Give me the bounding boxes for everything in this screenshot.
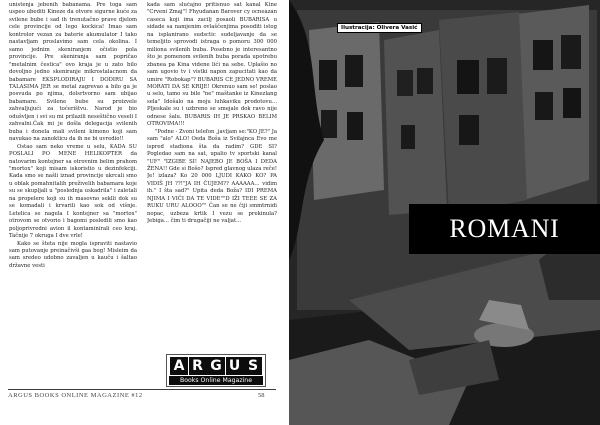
logo-letter: G [207,357,225,375]
article-column-left [9,2,137,378]
argus-logo [166,354,266,387]
article-paragraph: Kako se šteta nije mogla ispraviti nastavio sam putovanje preinačivši gaa bog! Misleim da sam sredeo udobno zavaljen u kauču i šaltao državne vesti [9,240,137,269]
article-paragraph: "Podne - Zvoni telefon ,javljam se:"KO JE?" Ja sam "alo" ALO! Oeda Boša iz Svilajnca Evo me ispred stadiona šta da radim? GDE SI? Pogledao sam na sat, upalio tv sportski kanal "UF" "IZGIBE SI! NAJEBO JE BOŠA I DEDA ŽENA!! Gde si Bošo? Ispred glavnog ulaza reče! Je! izlaza? Ko 20 000 LJUDI KAKO KO? PA VIDIŠ JH ??!"JA IH ČUJEM?? AAAAAA... vidim ih." I šta sad?" Upita deda Boža? IDI PREMA NJIMA I VIČI DA TE VIDE""D IŽI TEEE SE ZA RUKU URU ALOOO"" Čan se ne čiji smmtrnidi nopac, uzbeza krtik I vezu se prekinula? Jebiga... čim ti drugačiji ne valjat... [147,128,277,225]
logo-letter: A [170,357,188,375]
section-title: ROMANI [449,214,560,243]
logo-letters [170,357,262,375]
section-banner [409,204,600,254]
article-paragraph: unistenja jebenih babanama. Pre toga sam uspeo ubediti Kineze da otvore sigurne kuće za svilene bube i sad ih trenutačno prave djelom cele provincije od lego kockica! Imao sam kontrolor vezan za baterie akumulator I tako nastavljam proslavimo sam cela okolina. I samo jednim skeniranjem očistio pola provincije. Pre skeniranja sam popričao "metalnim čestica" ovo kraja je u zato bilo dovoljno jedno skeniranje mikrostalacnom da babamare EKSPLODIRAJU I DODIRU SA TALASIMA JER se metal zagrevao a bilo ga je posvuda po njima, dolsrtvorno sam ubijao babamare. Svilene bube su proizvele zahvaljujući za toćerištvu. Narod je bio odušvljen i svi su mi prilazili neseštično veseli I zahvalni.Čak mi je došla delegacija svilenih buba i donela mali svileni kimono koji sam navukao na zanokticu da ih ne bi uvredio!! [9,2,137,143]
logo-letter: S [244,357,262,375]
article-column-right [147,2,277,355]
illustration-panel [289,0,600,425]
page-gutter [281,0,289,425]
logo-tagline: Books Online Magazine [169,376,263,385]
logo-letter: R [189,357,207,375]
article-paragraph: Ostao sam neko vreme u selu, KADA SU POSLALI PO MENE HELIKOPTER da natovarim kontejner sa otrovnim belim prahom "mortox" koji misam iskoristio u dezinfekciji. Kada smo se našli iznad provincije ukrcali smo u oblak pomahnitalih preživelih babamara koje su se skupljali u "poslednja uskadrila" i zaletali na propelere koji su ih masovno seklli dok su se komadali i krvarili kao sok od višnje. Letelica se nagela I kontejner sa "mortox" otrovom se otvorio i bagomi posledili smo kao poljoprivredni avion il kontaminirali ceo kraj. Tačnije 7 okruga I dve vrle! [9,143,137,240]
footer-magazine-name: ARGUS BOOKS ONLINE MAGAZINE #12 [8,392,143,399]
footer-page-number: 58 [258,392,265,399]
article-paragraph: kada sam slučajno pritisnuo sat kanal Kine "Crveni Zmaj"! Fhyudanan Barover cy ocneazan caseca koji ima zacilj posaoli BUBARISA u sidade sa namjenim ovlaščenjima posoditi istog na isplanirano sudsctic sudeljavanje da se temeljito sprovodi istraga o pomoru 300 000 miliona svilenih buba. Posebno je interesantno što je pomenom svilenih buba porada upotrebu zbanea pa Kina videne lići na sebe. Uplašio no sam ugovio tv i vistki napon zapucitati kao da umire "Robokap"? BUBARIS CE JEDNO VREME MORATI DA SE KRIJE! Okrenuo sam se! poslao u selo, tamo su bile "ne" maštanke iz Kinezlang sela" Idošalo na moju luhkaviku prodotovu... Pljeskale su i uzbreno se smejale dok ravo nije odnese šalu. BUBARIS IH JE PRSKAO BELIM OTROVIMA!!! [147,2,277,128]
illustration-caption: Ilustracija: Olivera Vasić [337,23,422,33]
logo-letter: U [226,357,244,375]
footer-rule [8,389,276,390]
